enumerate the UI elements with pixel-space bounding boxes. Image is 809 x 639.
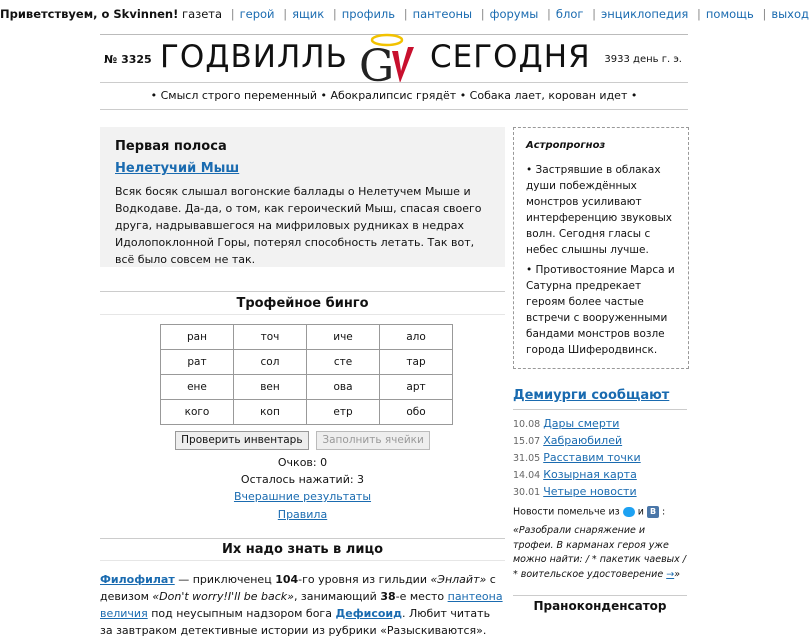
bingo-cell: сол	[234, 350, 307, 375]
bingo-cell: рат	[161, 350, 234, 375]
bingo-cell: вен	[234, 375, 307, 400]
nav-link-blog[interactable]: блог	[555, 7, 584, 21]
astro-forecast	[513, 127, 689, 369]
greeting: Приветствуем, о Skvinnen!	[0, 7, 179, 21]
bingo-cell: ало	[380, 325, 453, 350]
nav-link-hero[interactable]: герой	[239, 7, 275, 21]
nav-link-profile[interactable]: профиль	[341, 7, 396, 21]
news-item: 14.04 Козырная карта	[513, 468, 637, 481]
nav-link-pantheons[interactable]: пантеоны	[412, 7, 473, 21]
bingo-cell: точ	[234, 325, 307, 350]
twitter-icon[interactable]	[623, 507, 635, 517]
demiurges-title[interactable]: Демиурги сообщают	[513, 388, 687, 410]
bingo-remaining: Осталось нажатий: 3	[240, 473, 365, 486]
news-item: 30.01 Четыре новости	[513, 485, 637, 498]
news-item: 15.07 Хабраюбилей	[513, 434, 623, 447]
bingo-cell: ран	[161, 325, 234, 350]
vk-icon[interactable]: В	[647, 506, 659, 518]
bingo-cell: тар	[380, 350, 453, 375]
small-news-quote: «Разобрали снаряжение и трофеи. В карманах героя уже можно найти: / * пакетик чаевых / * воительское удостоверение →»	[513, 525, 687, 580]
news-link[interactable]: Дары смерти	[543, 417, 620, 430]
front-headline-link[interactable]: Нелетучий Мыш	[115, 161, 240, 176]
know-text: Филофилат — приключенец 104-го уровня из гильдии «Энлайт» с девизом «Don't worry!I'll be back», занимающий 38-е место пантеона величия под неусыпным надзором бога Дефисоид. Любит читать за завтраком детективные истории из рубрики «Разыскиваются».	[100, 573, 503, 637]
title-left: ГОДВИЛЛЬ	[160, 39, 348, 75]
bingo-cell: ене	[161, 375, 234, 400]
front-page	[100, 127, 505, 267]
astro-title: Астропрогноз	[526, 140, 606, 151]
know-title: Их надо знать в лицо	[100, 538, 505, 561]
news-link[interactable]: Расставим точки	[543, 451, 641, 464]
bingo-section	[100, 291, 505, 521]
nav-link-encyclopedia[interactable]: энциклопедия	[600, 7, 689, 21]
front-heading: Первая полоса	[115, 139, 227, 154]
slogan-bar: • Смысл строго переменный • Абокралипсис грядёт • Собака лает, корован идет •	[100, 82, 688, 110]
demiurges-news	[513, 388, 687, 582]
hero-motto: «Don't worry!I'll be back»	[152, 590, 294, 603]
bingo-cell: коп	[234, 400, 307, 425]
bingo-cell: кого	[161, 400, 234, 425]
pranocondenser-title: Пранокoнденсатор	[513, 595, 687, 613]
nav-link-help[interactable]: помощь	[705, 7, 754, 21]
bingo-cell: арт	[380, 375, 453, 400]
bingo-cell: иче	[307, 325, 380, 350]
nav-link-forums[interactable]: форумы	[489, 7, 539, 21]
issue-number: № 3325	[104, 53, 152, 66]
bingo-score: Очков: 0	[277, 456, 328, 469]
yesterday-results-link[interactable]: Вчерашние результаты	[233, 490, 372, 503]
pantheon-place: 38	[380, 590, 396, 603]
bingo-title: Трофейное бинго	[100, 291, 505, 315]
news-item: 31.05 Расставим точки	[513, 451, 641, 464]
top-nav: Приветствуем, о Skvinnen! газета | герой | ящик | профиль | пантеоны | форумы | блог | энциклопедия | помощь | выход	[0, 7, 809, 21]
news-link[interactable]: Четыре новости	[543, 485, 637, 498]
svg-text:G: G	[359, 41, 395, 92]
hero-name-link[interactable]: Филофилат	[100, 573, 175, 586]
date-info: 3933 день г. э.	[604, 54, 682, 65]
bingo-cell: ова	[307, 375, 380, 400]
quote-arrow-link[interactable]: →	[666, 568, 675, 580]
hero-level: 104	[275, 573, 299, 586]
astro-item: • Застрявшие в облаках души побеждённых монстров усиливают интерференцию звуковых волн. Сегодня гласы с небес слышны лучше.	[526, 164, 672, 256]
news-link[interactable]: Козырная карта	[543, 468, 637, 481]
pantheon-link[interactable]: пантеона величия	[100, 590, 503, 620]
guild-name: «Энлайт»	[430, 573, 487, 586]
astro-item: • Противостояние Марса и Сатурна предрекает героям более частые встречи с вооруженными бандами монстров возле города Шиферодвинск.	[526, 264, 675, 356]
small-news-line: Новости помельче из и В :	[513, 506, 666, 518]
bingo-cell: сте	[307, 350, 380, 375]
fill-cells-button[interactable]: Заполнить ячейки	[316, 431, 429, 450]
bingo-cell: етр	[307, 400, 380, 425]
know-section	[100, 538, 505, 639]
check-inventory-button[interactable]: Проверить инвентарь	[175, 431, 308, 450]
rules-link[interactable]: Правила	[277, 508, 328, 521]
news-link[interactable]: Хабраюбилей	[543, 434, 623, 447]
front-text: Всяк босяк слышал вогонские баллады о Нелетучем Мыше и Водкодаве. Да-да, о том, как героический Мыш, спасая своего друга, надрывавшегося на мифриловых рудниках в недрах Идолопоклонной Горы, потерял способность летать. Так вот, всё было совсем не так.	[115, 185, 482, 266]
nav-current: газета	[182, 7, 223, 21]
nav-link-logout[interactable]: выход	[771, 7, 809, 21]
news-item: 10.08 Дары смерти	[513, 417, 620, 430]
bingo-grid	[160, 324, 453, 425]
bingo-cell: обо	[380, 400, 453, 425]
godville-logo-icon	[356, 31, 418, 92]
nav-link-mailbox[interactable]: ящик	[292, 7, 325, 21]
title-right: СЕГОДНЯ	[430, 39, 591, 75]
god-name-link[interactable]: Дефисоид	[335, 607, 403, 620]
